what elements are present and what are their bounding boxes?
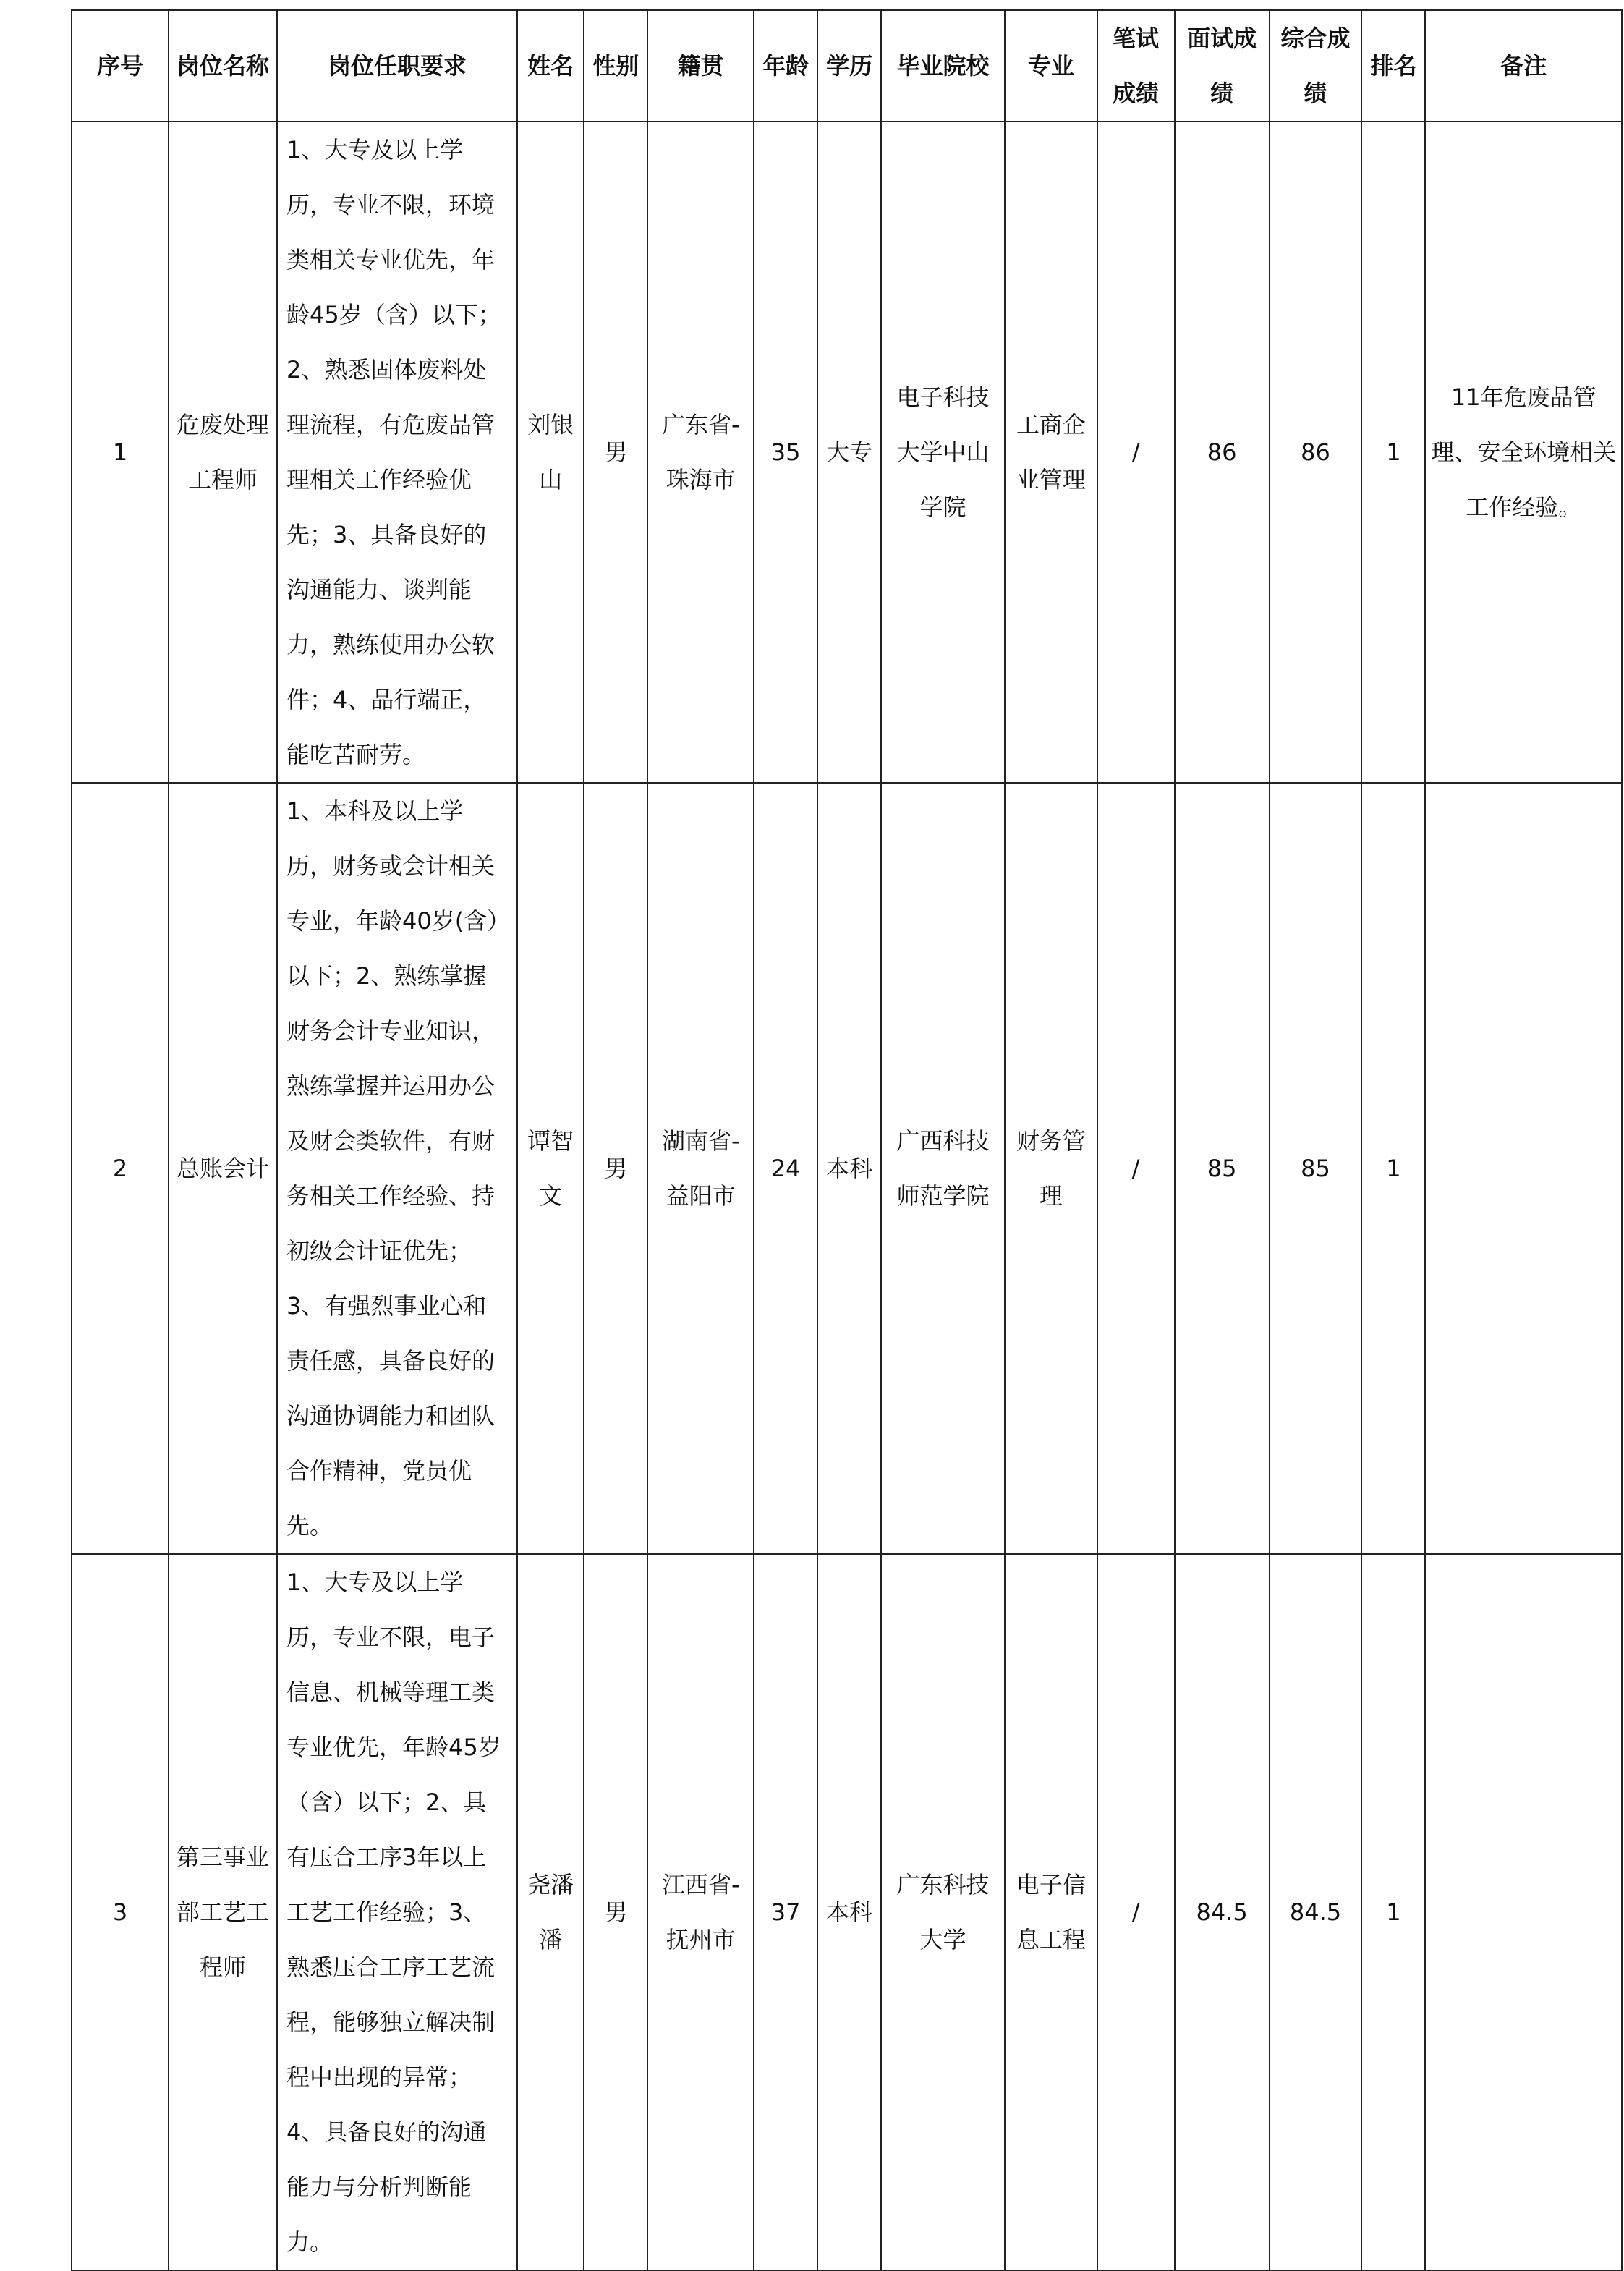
cell-total-score: 84.5 xyxy=(1270,1554,1362,2270)
cell-total-score: 86 xyxy=(1270,122,1362,783)
header-total-score: 综合成绩 xyxy=(1270,10,1362,122)
header-requirements: 岗位任职要求 xyxy=(277,10,517,122)
cell-age: 24 xyxy=(754,783,817,1554)
header-post: 岗位名称 xyxy=(169,10,277,122)
cell-name: 尧潘潘 xyxy=(517,1554,584,2270)
header-seq: 序号 xyxy=(72,10,169,122)
table-row xyxy=(72,783,1622,1554)
cell-written-score: / xyxy=(1097,783,1175,1554)
cell-origin: 湖南省-益阳市 xyxy=(647,783,754,1554)
header-education: 学历 xyxy=(817,10,881,122)
table-row xyxy=(72,122,1622,783)
cell-requirements: 1、本科及以上学历，财务或会计相关专业，年龄40岁(含）以下；2、熟练掌握财务会计专业知识，熟练掌握并运用办公及财会类软件，有财务相关工作经验、持初级会计证优先；3、有强烈事业心和责任感，具备良好的沟通协调能力和团队合作精神，党员优先。 xyxy=(277,783,517,1554)
cell-interview-score: 86 xyxy=(1175,122,1270,783)
cell-requirements: 1、大专及以上学历，专业不限，环境类相关专业优先，年龄45岁（含）以下；2、熟悉固体废料处理流程，有危废品管理相关工作经验优先；3、具备良好的沟通能力、谈判能力，熟练使用办公软件；4、品行端正，能吃苦耐劳。 xyxy=(277,122,517,783)
cell-post: 危废处理工程师 xyxy=(169,122,277,783)
header-school: 毕业院校 xyxy=(881,10,1005,122)
header-major: 专业 xyxy=(1005,10,1097,122)
cell-education: 本科 xyxy=(817,783,881,1554)
header-gender: 性别 xyxy=(584,10,647,122)
results-table xyxy=(71,9,1623,2271)
cell-seq: 2 xyxy=(72,783,169,1554)
cell-school: 电子科技大学中山学院 xyxy=(881,122,1005,783)
cell-major: 电子信息工程 xyxy=(1005,1554,1097,2270)
cell-age: 37 xyxy=(754,1554,817,2270)
cell-name: 刘银山 xyxy=(517,122,584,783)
cell-gender: 男 xyxy=(584,122,647,783)
cell-rank: 1 xyxy=(1361,783,1425,1554)
header-origin: 籍贯 xyxy=(647,10,754,122)
header-name: 姓名 xyxy=(517,10,584,122)
header-age: 年龄 xyxy=(754,10,817,122)
header-remark: 备注 xyxy=(1425,10,1622,122)
cell-post: 第三事业部工艺工程师 xyxy=(169,1554,277,2270)
cell-gender: 男 xyxy=(584,1554,647,2270)
cell-origin: 广东省-珠海市 xyxy=(647,122,754,783)
header-row xyxy=(72,10,1622,122)
cell-origin: 江西省-抚州市 xyxy=(647,1554,754,2270)
cell-rank: 1 xyxy=(1361,122,1425,783)
cell-total-score: 85 xyxy=(1270,783,1362,1554)
cell-interview-score: 84.5 xyxy=(1175,1554,1270,2270)
cell-remark xyxy=(1425,1554,1622,2270)
cell-school: 广西科技师范学院 xyxy=(881,783,1005,1554)
header-rank: 排名 xyxy=(1361,10,1425,122)
cell-age: 35 xyxy=(754,122,817,783)
cell-seq: 3 xyxy=(72,1554,169,2270)
cell-name: 谭智文 xyxy=(517,783,584,1554)
header-written-score: 笔试成绩 xyxy=(1097,10,1175,122)
cell-post: 总账会计 xyxy=(169,783,277,1554)
cell-interview-score: 85 xyxy=(1175,783,1270,1554)
cell-rank: 1 xyxy=(1361,1554,1425,2270)
table-row xyxy=(72,1554,1622,2270)
cell-major: 工商企业管理 xyxy=(1005,122,1097,783)
cell-requirements: 1、大专及以上学历，专业不限，电子信息、机械等理工类专业优先，年龄45岁（含）以下；2、具有压合工序3年以上工艺工作经验；3、熟悉压合工序工艺流程，能够独立解决制程中出现的异常；4、具备良好的沟通能力与分析判断能力。 xyxy=(277,1554,517,2270)
cell-education: 本科 xyxy=(817,1554,881,2270)
cell-school: 广东科技大学 xyxy=(881,1554,1005,2270)
cell-major: 财务管理 xyxy=(1005,783,1097,1554)
cell-education: 大专 xyxy=(817,122,881,783)
cell-written-score: / xyxy=(1097,122,1175,783)
cell-gender: 男 xyxy=(584,783,647,1554)
header-interview-score: 面试成绩 xyxy=(1175,10,1270,122)
cell-seq: 1 xyxy=(72,122,169,783)
cell-remark: 11年危废品管理、安全环境相关工作经验。 xyxy=(1425,122,1622,783)
cell-written-score: / xyxy=(1097,1554,1175,2270)
cell-remark xyxy=(1425,783,1622,1554)
